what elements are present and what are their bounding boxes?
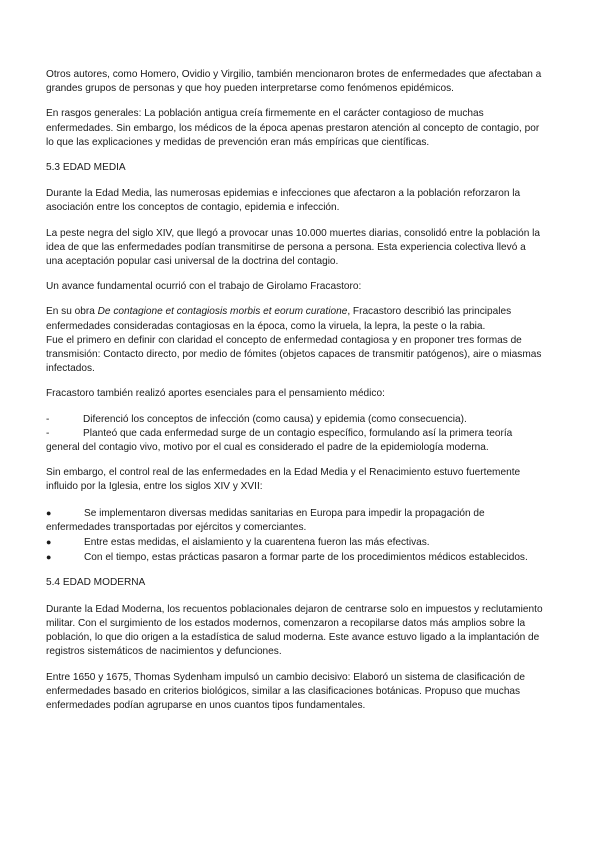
list-item (46, 550, 544, 565)
fracastoro-paragraph (46, 305, 544, 376)
list-item (46, 506, 544, 535)
edad-media-paragraph-6: Sin embargo, el control real de las enfermedades en la Edad Media y el Renacimiento estuvo fuertemente influido por la Iglesia, entre los siglos XIV y XVII: (46, 467, 521, 493)
section-heading-edad-moderna: 5.4 EDAD MODERNA (46, 577, 146, 589)
edad-media-paragraph-3: Un avance fundamental ocurrió con el trabajo de Girolamo Fracastoro: (46, 281, 362, 293)
bullet-icon: ● (46, 537, 52, 548)
bullet-icon: ● (46, 552, 52, 563)
fracastoro-line-2: Fue el primero en definir con claridad el concepto de enfermedad contagiosa y en proponer tres formas de transmisión: Contacto directo, por medio de fómites (objetos capaces de transmitir patógenos), aire o miasmas infectados. (46, 334, 542, 375)
intro-paragraph-2: En rasgos generales: La población antigua creía firmemente en el carácter contagioso de muchas enfermedades. Sin embargo, los médicos de la época apenas prestaron atención al concepto de contagio, por lo que las explicaciones y medidas de prevención eran más empíricas que científicas. (46, 108, 540, 148)
intro-paragraph-1: Otros autores, como Homero, Ovidio y Virgilio, también mencionaron brotes de enfermedades que afectaban a grandes grupos de personas y que hoy pueden interpretarse como fenómenos epidémicos. (46, 69, 542, 95)
dash-marker: - (46, 427, 50, 439)
list-item-text: Entre estas medidas, el aislamiento y la cuarentena fueron las más efectivas. (84, 537, 430, 549)
edad-moderna-paragraph-2: Entre 1650 y 1675, Thomas Sydenham impulsó un cambio decisivo: Elaboró un sistema de clasificación de enfermedades basado en criterios biológicos, similar a las clasificaciones botánicas. Propuso que muchas enfermedades podían agruparse en unos cuantos tipos fundamentales. (46, 671, 525, 711)
list-item (46, 427, 544, 455)
list-item (46, 535, 544, 550)
edad-media-paragraph-1: Durante la Edad Media, las numerosas epidemias e infecciones que afectaron a la población reforzaron la asociación entre los conceptos de contagio, epidemia e infección. (46, 188, 521, 214)
book-title: De contagione et contagiosis morbis et eorum curatione (97, 306, 348, 318)
fracastoro-prefix: En su obra (46, 306, 98, 318)
edad-media-paragraph-2: La peste negra del siglo XIV, que llegó a provocar unas 10.000 muertes diarias, consolidó entre la población la idea de que las enfermedades podían transmitirse de persona a persona. Esta experiencia colectiva llevó a una aceptación popular casi universal de la doctrina del contagio. (46, 227, 540, 268)
bullet-icon: ● (46, 507, 52, 518)
edad-media-paragraph-5: Fracastoro también realizó aportes esenciales para el pensamiento médico: (46, 388, 385, 400)
dash-list (46, 413, 544, 456)
list-item-text: Planteó que cada enfermedad surge de un contagio específico, formulando así la primera teoría general del contagio vivo, motivo por el cual es considerado el padre de la epidemiología moderna. (46, 427, 513, 454)
dash-marker: - (46, 413, 50, 425)
bullet-list (46, 506, 544, 566)
list-item-text: Se implementaron diversas medidas sanitarias en Europa para impedir la propagación de enfermedades transportadas por ejércitos y comerciantes. (46, 507, 485, 533)
list-item-text: Diferenció los conceptos de infección (como causa) y epidemia (como consecuencia). (83, 413, 467, 425)
list-item (46, 413, 544, 427)
fracastoro-rest: , Fracastoro describió las principales enfermedades consideradas contagiosas en la época, como la viruela, la lepra, la peste o la rabia. (46, 306, 512, 332)
section-heading-edad-media: 5.3 EDAD MEDIA (46, 162, 126, 174)
list-item-text: Con el tiempo, estas prácticas pasaron a formar parte de los procedimientos médicos establecidos. (84, 552, 528, 564)
edad-moderna-paragraph-1: Durante la Edad Moderna, los recuentos poblacionales dejaron de centrarse solo en impuestos y reclutamiento militar. Con el surgimiento de los estados modernos, comenzaron a recopilarse datos más amplios sobre la población, lo que dio origen a la estadística de salud moderna. Este avance estuvo ligado a la implantación de registros sistemáticos de nacimientos y defunciones. (46, 603, 543, 658)
